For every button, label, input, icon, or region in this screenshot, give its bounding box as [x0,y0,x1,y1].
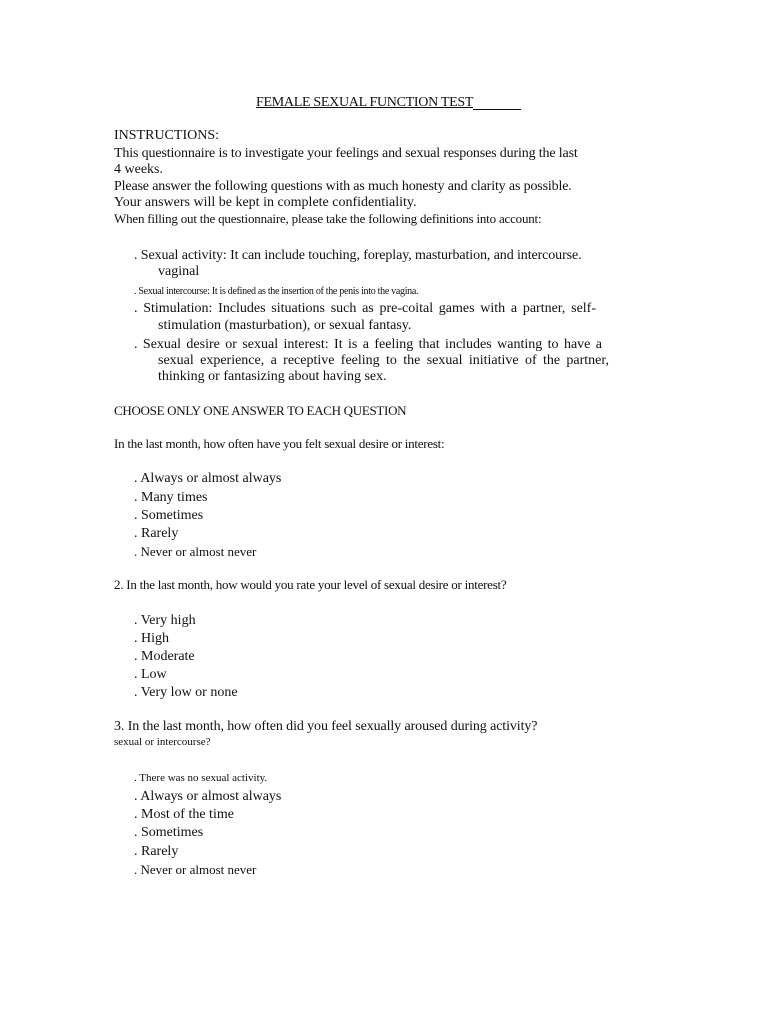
document-title: FEMALE SEXUAL FUNCTION TEST [256,95,474,110]
instructions-line: When filling out the questionnaire, please take the following definitions into account: [114,211,542,226]
question-1-option: . Rarely [134,526,179,541]
question-3-option: . Never or almost never [134,862,257,877]
question-3-text-cont: sexual or intercourse? [114,736,211,748]
question-1-option: . Always or almost always [134,471,282,486]
question-2-text: 2. In the last month, how would you rate your level of sexual desire or interest? [114,577,507,592]
definition-stimulation-cont: stimulation (masturbation), or sexual fantasy. [158,318,412,333]
question-1-option: . Sometimes [134,508,204,523]
question-1-option: . Many times [134,490,208,505]
instructions-heading: INSTRUCTIONS: [114,128,220,143]
question-2-option: . Very low or none [134,685,238,700]
question-3-option: . Most of the time [134,807,234,822]
question-3-text: 3. In the last month, how often did you feel sexually aroused during activity? [114,719,538,734]
definition-sexual-activity: . Sexual activity: It can include touching, foreplay, masturbation, and intercourse. [134,248,582,263]
question-1-text: In the last month, how often have you felt sexual desire or interest: [114,436,445,451]
definition-stimulation: . Stimulation: Includes situations such as pre-coital games with a partner, self- [134,301,596,316]
question-3-option: . Sometimes [134,825,204,840]
question-2-option: . Very high [134,613,196,628]
definition-sexual-desire-cont: sexual experience, a receptive feeling to the sexual initiative of the partner, [158,353,609,368]
question-2-option: . High [134,631,169,646]
question-3-option: . Rarely [134,844,179,859]
instructions-line: Please answer the following questions with as much honesty and clarity as possible. [114,179,572,194]
choose-heading: CHOOSE ONLY ONE ANSWER TO EACH QUESTION [114,403,407,418]
definition-sexual-desire: . Sexual desire or sexual interest: It is a feeling that includes wanting to have a [134,337,602,352]
definition-sexual-desire-cont: thinking or fantasizing about having sex. [158,369,387,384]
question-3-option: . Always or almost always [134,789,282,804]
instructions-line: 4 weeks. [114,162,163,177]
question-2-option: . Low [134,667,167,682]
definition-sexual-activity-cont: vaginal [158,264,200,279]
definition-sexual-intercourse: . Sexual intercourse: It is defined as the insertion of the penis into the vagina. [134,286,419,297]
question-2-option: . Moderate [134,649,195,664]
instructions-line: This questionnaire is to investigate your feelings and sexual responses during the last [114,146,578,161]
instructions-line: Your answers will be kept in complete confidentiality. [114,195,417,210]
question-3-option: . There was no sexual activity. [134,772,268,784]
title-underline-blank [473,109,521,110]
question-1-option: . Never or almost never [134,544,257,559]
